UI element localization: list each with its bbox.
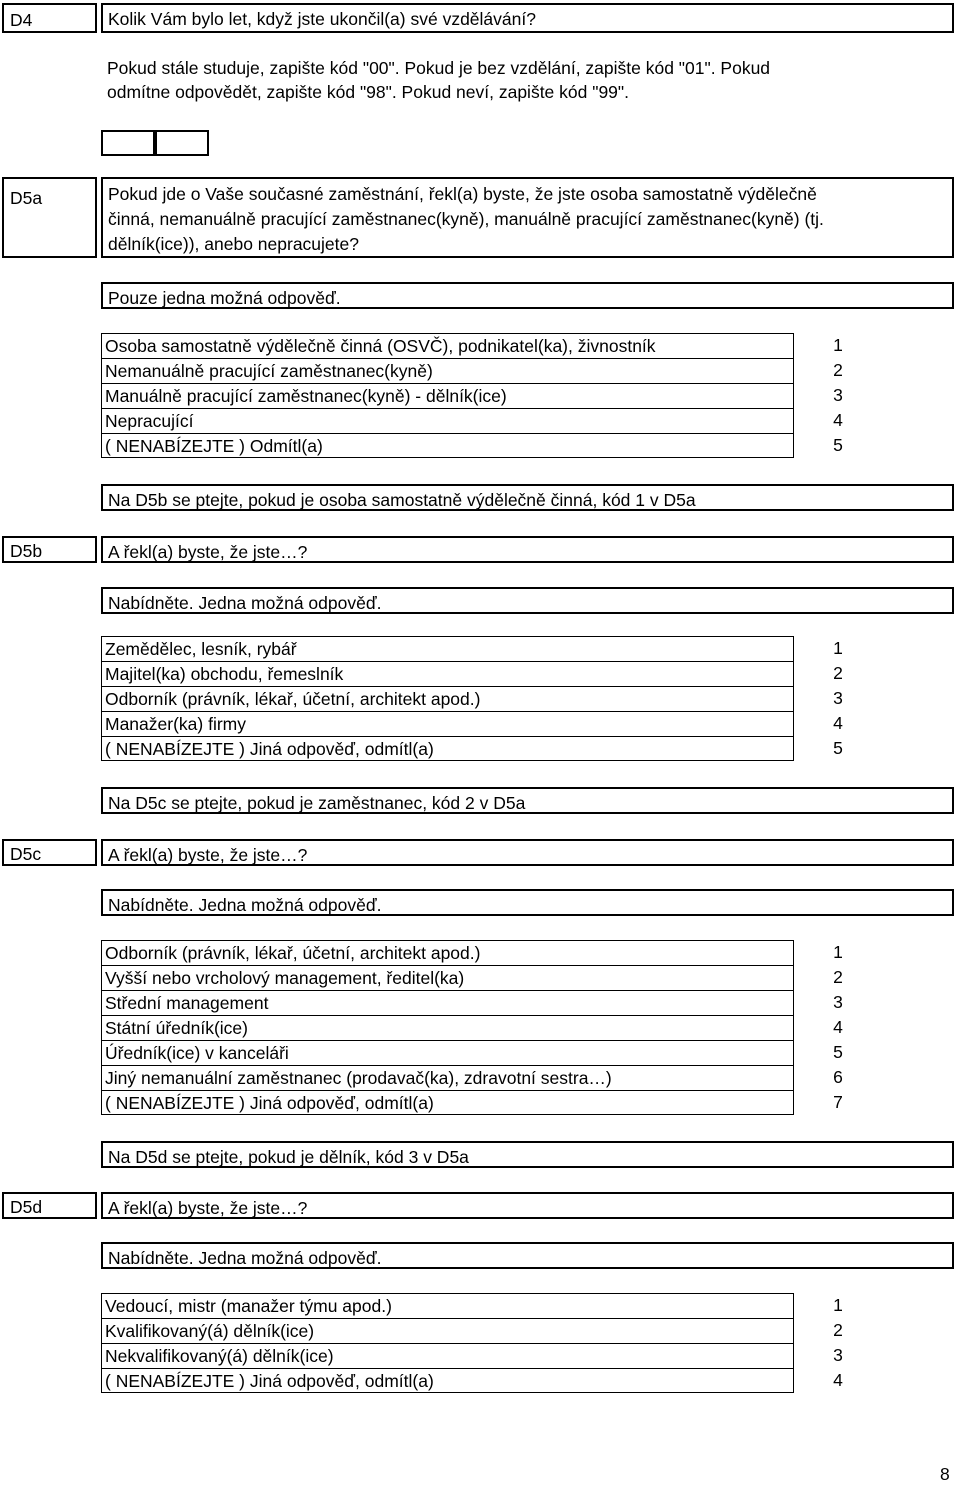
question-code-d4 xyxy=(2,3,97,33)
option-code[interactable]: 4 xyxy=(833,713,843,733)
option-row[interactable]: ( NENABÍZEJTE ) Odmítl(a) xyxy=(101,433,794,458)
question-line: dělník(ice)), anebo nepracujete? xyxy=(108,234,359,254)
answer-box-digit-2[interactable] xyxy=(155,130,209,156)
option-code[interactable]: 1 xyxy=(833,638,843,658)
option-row[interactable]: Odborník (právník, lékař, účetní, architekt apod.) xyxy=(101,940,794,965)
option-row[interactable]: Nepracující xyxy=(101,408,794,433)
question-code-d5c xyxy=(2,839,97,866)
option-code[interactable]: 3 xyxy=(833,1345,843,1365)
option-code[interactable]: 1 xyxy=(833,942,843,962)
question-text-d5d: A řekl(a) byste, že jste…? xyxy=(101,1192,954,1219)
question-code-label: D5d xyxy=(10,1197,43,1217)
question-line: Pokud jde o Vaše současné zaměstnání, řekl(a) byste, že jste osoba samostatně výdělečně xyxy=(108,184,817,204)
question-code-d5a xyxy=(2,177,97,258)
option-code[interactable]: 2 xyxy=(833,967,843,987)
instruction-d5a: Pouze jedna možná odpověď. xyxy=(101,282,954,309)
option-row[interactable]: Osoba samostatně výdělečně činná (OSVČ), podnikatel(ka), živnostník xyxy=(101,333,794,358)
option-row[interactable]: ( NENABÍZEJTE ) Jiná odpověď, odmítl(a) xyxy=(101,736,794,761)
option-row[interactable]: Nekvalifikovaný(á) dělník(ice) xyxy=(101,1343,794,1368)
option-code[interactable]: 3 xyxy=(833,385,843,405)
question-text-d5b: A řekl(a) byste, že jste…? xyxy=(101,536,954,563)
instruction-d4-line1: Pokud stále studuje, zapište kód "00". Pokud je bez vzdělání, zapište kód "01". Pokud xyxy=(107,58,771,78)
option-code[interactable]: 5 xyxy=(833,1042,843,1062)
option-code[interactable]: 3 xyxy=(833,688,843,708)
option-code[interactable]: 2 xyxy=(833,360,843,380)
option-code[interactable]: 7 xyxy=(833,1092,843,1112)
option-row[interactable]: Státní úředník(ice) xyxy=(101,1015,794,1040)
page-number: 8 xyxy=(940,1464,950,1484)
option-code[interactable]: 2 xyxy=(833,663,843,683)
option-row[interactable]: Zemědělec, lesník, rybář xyxy=(101,636,794,661)
option-row[interactable]: ( NENABÍZEJTE ) Jiná odpověď, odmítl(a) xyxy=(101,1090,794,1115)
answer-box-digit-1[interactable] xyxy=(101,130,155,156)
question-code-label: D5c xyxy=(10,844,42,864)
option-row[interactable]: Kvalifikovaný(á) dělník(ice) xyxy=(101,1318,794,1343)
instruction-d5c: Nabídněte. Jedna možná odpověď. xyxy=(101,889,954,916)
option-code[interactable]: 1 xyxy=(833,335,843,355)
question-text-d5a xyxy=(101,177,954,258)
filter-d5c: Na D5c se ptejte, pokud je zaměstnanec, kód 2 v D5a xyxy=(101,787,954,814)
option-row[interactable]: Majitel(ka) obchodu, řemeslník xyxy=(101,661,794,686)
option-row[interactable]: Jiný nemanuální zaměstnanec (prodavač(ka), zdravotní sestra…) xyxy=(101,1065,794,1090)
question-text-d5c: A řekl(a) byste, že jste…? xyxy=(101,839,954,866)
option-row[interactable]: Vedoucí, mistr (manažer týmu apod.) xyxy=(101,1293,794,1318)
option-row[interactable]: ( NENABÍZEJTE ) Jiná odpověď, odmítl(a) xyxy=(101,1368,794,1393)
question-code-label: D4 xyxy=(10,10,33,30)
question-code-d5b xyxy=(2,536,97,563)
question-code-label: D5b xyxy=(10,541,43,561)
instruction-d5b: Nabídněte. Jedna možná odpověď. xyxy=(101,587,954,614)
question-text-d4: Kolik Vám bylo let, když jste ukončil(a) své vzdělávání? xyxy=(101,3,954,33)
filter-d5d: Na D5d se ptejte, pokud je dělník, kód 3 v D5a xyxy=(101,1141,954,1168)
instruction-d5d: Nabídněte. Jedna možná odpověď. xyxy=(101,1242,954,1269)
option-row[interactable]: Vyšší nebo vrcholový management, ředitel(ka) xyxy=(101,965,794,990)
instruction-d4-line2: odmítne odpovědět, zapište kód "98". Pokud neví, zapište kód "99". xyxy=(107,82,629,102)
question-line: činná, nemanuálně pracující zaměstnanec(kyně), manuálně pracující zaměstnanec(kyně) (tj. xyxy=(108,209,824,229)
option-row[interactable]: Odborník (právník, lékař, účetní, architekt apod.) xyxy=(101,686,794,711)
option-code[interactable]: 6 xyxy=(833,1067,843,1087)
option-row[interactable]: Nemanuálně pracující zaměstnanec(kyně) xyxy=(101,358,794,383)
option-code[interactable]: 4 xyxy=(833,410,843,430)
option-code[interactable]: 2 xyxy=(833,1320,843,1340)
option-code[interactable]: 4 xyxy=(833,1017,843,1037)
filter-d5b: Na D5b se ptejte, pokud je osoba samostatně výdělečně činná, kód 1 v D5a xyxy=(101,484,954,511)
option-row[interactable]: Manuálně pracující zaměstnanec(kyně) - dělník(ice) xyxy=(101,383,794,408)
option-code[interactable]: 5 xyxy=(833,435,843,455)
option-code[interactable]: 4 xyxy=(833,1370,843,1390)
option-code[interactable]: 5 xyxy=(833,738,843,758)
question-code-label: D5a xyxy=(10,188,43,208)
option-code[interactable]: 1 xyxy=(833,1295,843,1315)
option-row[interactable]: Úředník(ice) v kanceláři xyxy=(101,1040,794,1065)
option-code[interactable]: 3 xyxy=(833,992,843,1012)
question-code-d5d xyxy=(2,1192,97,1219)
option-row[interactable]: Manažer(ka) firmy xyxy=(101,711,794,736)
option-row[interactable]: Střední management xyxy=(101,990,794,1015)
